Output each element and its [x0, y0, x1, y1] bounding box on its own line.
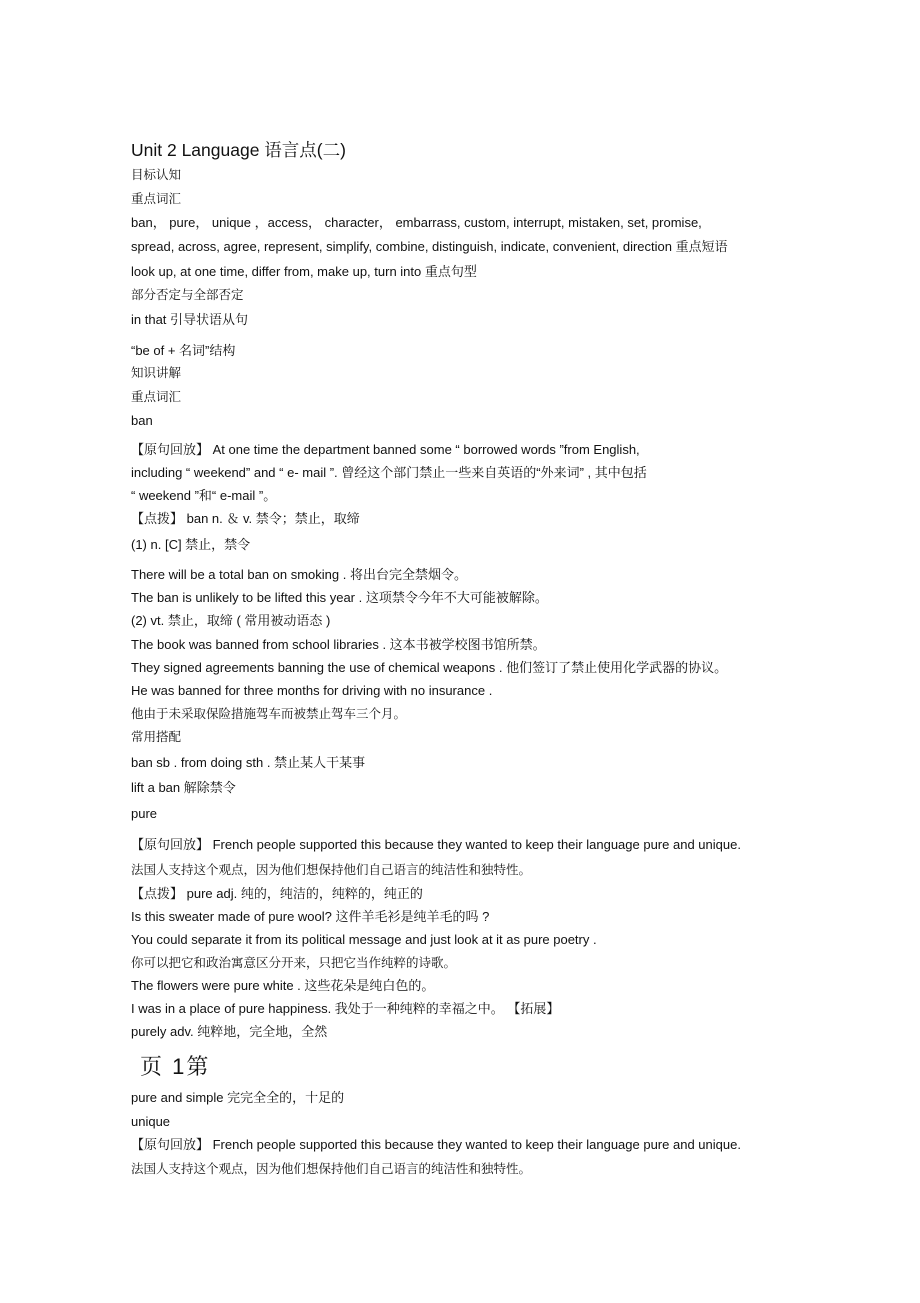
sentence-pattern-1: 部分否定与全部否定	[131, 287, 244, 302]
pure-example-2: You could separate it from its political message and just look at it as pure poetry .	[131, 932, 597, 947]
pure-original-translation: 法国人支持这个观点，因为他们想保持他们自己语言的纯洁性和独特性。	[131, 862, 532, 877]
word-heading-pure: pure	[131, 806, 158, 821]
ban-example-3: The book was banned from school libraries . 这本书被学校图书馆所禁。	[131, 637, 546, 652]
heading-key-vocab: 重点词汇	[131, 191, 182, 206]
ban-sense-1: (1) n. [C] 禁止，禁令	[131, 537, 251, 552]
ban-original-sentence-2: including “ weekend” and “ e- mail ”. 曾经这个部门禁止一些来自英语的“外来词” , 其中包括	[131, 465, 647, 480]
ban-example-2: The ban is unlikely to be lifted this year . 这项禁令今年不大可能被解除。	[131, 590, 548, 605]
vocab-list-line-2: spread, across, agree, represent, simplify, combine, distinguish, indicate, convenient, direction 重点短语	[131, 239, 728, 254]
pure-original-sentence: 【原句回放】 French people supported this because they wanted to keep their language pure and unique.	[131, 837, 741, 852]
collocation-2: lift a ban 解除禁令	[131, 780, 236, 795]
pure-example-2-translation: 你可以把它和政治寓意区分开来，只把它当作纯粹的诗歌。	[131, 955, 457, 970]
sentence-pattern-2: in that 引导状语从句	[131, 312, 249, 327]
ban-example-5: He was banned for three months for driving with no insurance .	[131, 683, 493, 698]
heading-key-vocab-2: 重点词汇	[131, 389, 182, 404]
pure-example-4: I was in a place of pure happiness. 我处于一种纯粹的幸福之中。 【拓展】	[131, 1001, 560, 1016]
pure-tip: 【点拨】 pure adj. 纯的，纯洁的，纯粹的，纯正的	[131, 886, 423, 901]
heading-explanation: 知识讲解	[131, 365, 182, 380]
unique-original-sentence: 【原句回放】 French people supported this because they wanted to keep their language pure and unique.	[131, 1137, 741, 1152]
ban-example-4: They signed agreements banning the use of chemical weapons . 他们签订了禁止使用化学武器的协议。	[131, 660, 728, 675]
collocation-1: ban sb . from doing sth . 禁止某人干某事	[131, 755, 366, 770]
phrase-list-line: look up, at one time, differ from, make up, turn into 重点句型	[131, 264, 477, 279]
ban-original-sentence-1: 【原句回放】 At one time the department banned some “ borrowed words ”from English,	[131, 442, 640, 457]
heading-objectives: 目标认知	[131, 167, 182, 182]
ban-example-5-translation: 他由于未采取保险措施驾车而被禁止驾车三个月。	[131, 706, 407, 721]
ban-tip: 【点拨】 ban n. ＆ v. 禁令；禁止，取缔	[131, 511, 360, 526]
sentence-pattern-3: “be of + 名词”结构	[131, 343, 236, 358]
word-heading-ban: ban	[131, 413, 153, 428]
word-heading-unique: unique	[131, 1114, 171, 1129]
page-title: Unit 2 Language 语言点(二)	[131, 140, 346, 160]
pure-extension: purely adv. 纯粹地，完全地，全然	[131, 1024, 328, 1039]
ban-original-sentence-3: “ weekend ”和“ e-mail ”。	[131, 488, 277, 503]
page-number-marker: 页 1第	[140, 1054, 211, 1079]
heading-collocations: 常用搭配	[131, 729, 182, 744]
pure-phrase: pure and simple 完完全全的，十足的	[131, 1090, 345, 1105]
ban-example-1: There will be a total ban on smoking . 将出台完全禁烟令。	[131, 567, 467, 582]
vocab-list-line-1: ban， pure， unique ，access， character， embarrass, custom, interrupt, mistaken, set, promise,	[131, 215, 702, 230]
pure-example-3: The flowers were pure white . 这些花朵是纯白色的。	[131, 978, 435, 993]
pure-example-1: Is this sweater made of pure wool? 这件羊毛衫是纯羊毛的吗 ?	[131, 909, 490, 924]
ban-sense-2: (2) vt. 禁止，取缔 ( 常用被动语态 )	[131, 613, 331, 628]
unique-original-translation: 法国人支持这个观点，因为他们想保持他们自己语言的纯洁性和独特性。	[131, 1161, 532, 1176]
